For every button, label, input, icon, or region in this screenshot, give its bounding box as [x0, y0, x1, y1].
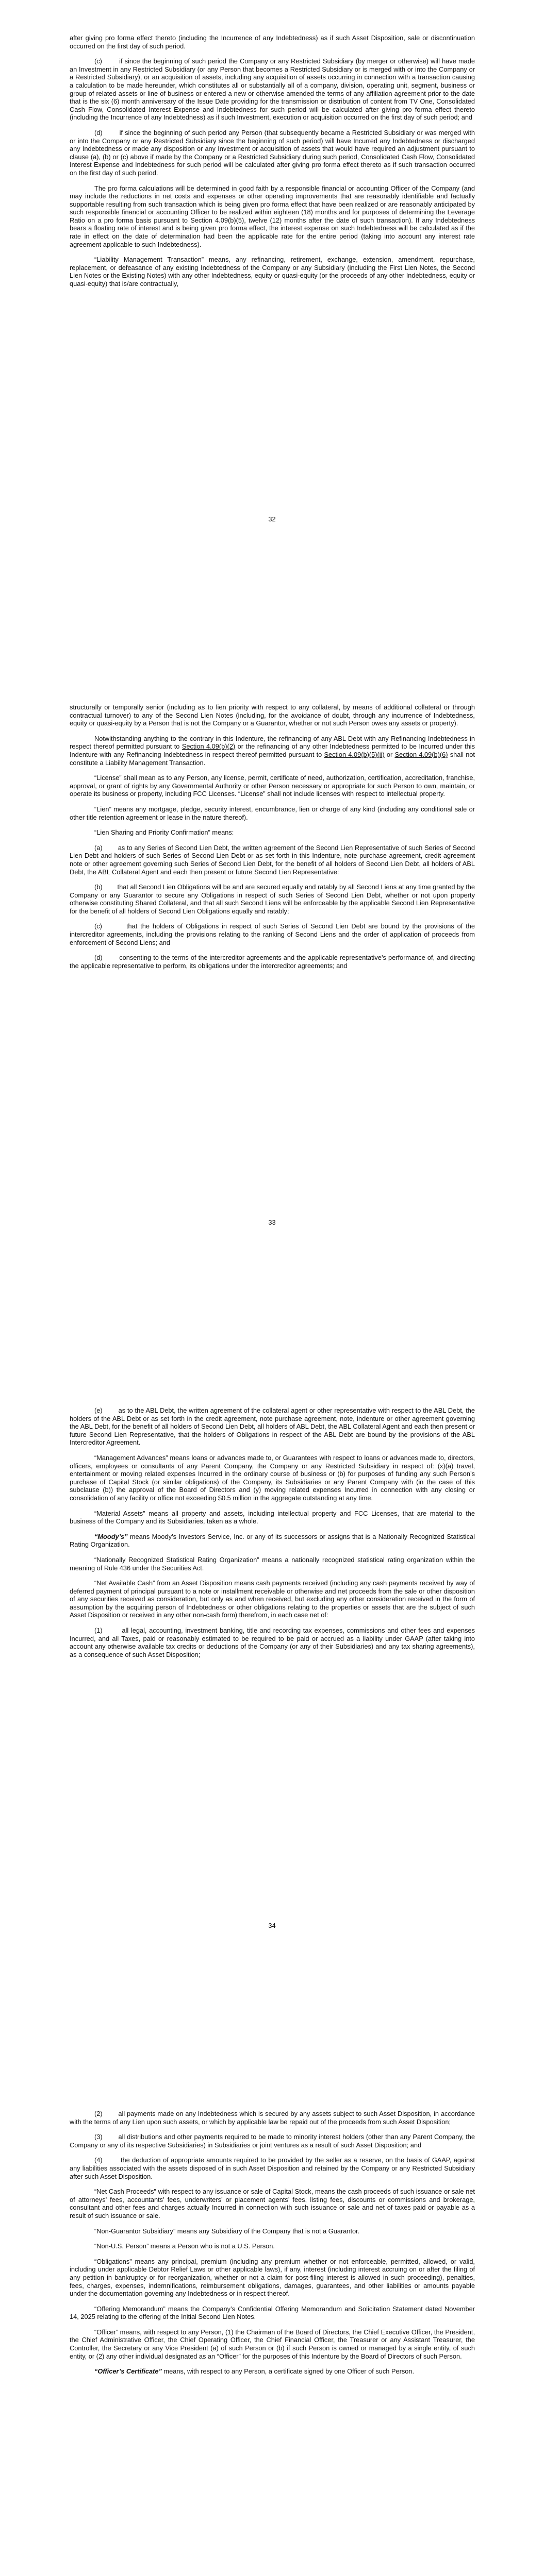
- clause-b: [70, 883, 475, 915]
- clause-text: as to the ABL Debt, the written agreement of the collateral agent or other representative with respect to the ABL Debt, the holders of the ABL Debt or as set forth in the credit agreement, note purchase agreement, note, indenture or other agreement governing the ABL Debt, for the benefit of all holders of Second Lien Debt, all holders of ABL Debt, the ABL Collateral Agent and each then present or future Second Lien Representative, that the holders of Obligations in respect of the ABL Debt are bound by the provisions of the ABL Intercreditor Agreement.: [70, 1406, 475, 1447]
- page-number: 32: [268, 515, 276, 523]
- text-run: Notwithstanding anything to the contrary in this Indenture, the refinancing of any ABL Debt with any Refinancing Indebtedness in respect thereof permitted pursuant to: [70, 734, 475, 751]
- item-label: (1): [94, 1626, 103, 1635]
- item-1: [70, 1626, 475, 1658]
- clause-label: (e): [94, 1406, 103, 1414]
- clause-text: that all Second Lien Obligations will be and are secured equally and ratably by all Second Liens at any time granted by the Company or any Guarantor to secure any Obligations in respect of such Series of Second Lien Debt, whether or not upon property otherwise constituting Shared Collateral, and that all such Second Liens will be enforceable by the applicable Second Lien Representative for the benefit of all holders of Second Lien Obligations equally and ratably;: [70, 883, 475, 915]
- clause-e: [70, 1406, 475, 1447]
- clause-label: (c): [94, 57, 102, 65]
- definition-net-cash-proceeds: “Net Cash Proceeds” with respect to any issuance or sale of Capital Stock, means the cash proceeds of such issuance or sale net of attorneys’ fees, accountants’ fees, underwriters’ or placement agents’ fees, listing fees, discounts or commissions and brokerage, consultant and other fees and charges actually Incurred in connection with such issuance or sale and net of taxes paid or payable as a result of such issuance or sale.: [70, 2188, 475, 2219]
- paragraph-pro-forma: The pro forma calculations will be determined in good faith by a responsible financial or accounting Officer of the Company (and may include the reductions in net costs and expenses or other operating improvements that are reasonably identifiable and factually supportable resulting from such transaction which is being given pro forma effect that have been realized or are reasonably anticipated by such responsible financial or accounting Officer to be realized within eighteen (18) months and for purposes of determining the Leverage Ratio on a pro forma basis pursuant to Section 4.09(b)(5), twelve (12) months after the date of such transaction). If any Indebtedness bears a floating rate of interest and is being given pro forma effect, the interest expense on such Indebtedness will be calculated as if the rate in effect on the date of determination had been the applicable rate for the entire period (taking into account any interest rate agreement applicable to such Indebtedness).: [70, 184, 475, 248]
- clause-a: [70, 844, 475, 876]
- document-page-33: [0, 703, 544, 1406]
- document-page-35: [0, 2110, 544, 2576]
- clause-text: as to any Series of Second Lien Debt, the written agreement of the Second Lien Representative of such Series of Second Lien Debt and holders of such Series of Second Lien Debt or as set forth in this Indenture, note purchase agreement, credit agreement note or other agreement governing such Series of Second Lien Debt, for the benefit of all holders of Second Lien Debt, all holders of ABL Debt, the ABL Collateral Agent and each then present or future Second Lien Representative:: [70, 843, 475, 876]
- page-body: [70, 703, 475, 977]
- page-body: [70, 1406, 475, 1666]
- clause-label: (d): [94, 128, 103, 137]
- item-text: the deduction of appropriate amounts required to be provided by the seller as a reserve, on the basis of GAAP, against any liabilities associated with the assets disposed of in such Asset Disposition and retained by the Company or any Restricted Subsidiary after such Asset Disposition.: [70, 2156, 475, 2180]
- section-reference: Section 4.09(b)(2): [182, 742, 236, 751]
- item-text: all distributions and other payments required to be made to minority interest holders (other than any Parent Company, the Company or any of its respective Subsidiaries) in Subsidiaries or joint ventures as a result of such Asset Disposition; and: [70, 2133, 475, 2149]
- item-2: [70, 2110, 475, 2126]
- clause-c: [70, 922, 475, 946]
- clause-d: [70, 954, 475, 970]
- item-3: [70, 2133, 475, 2149]
- clause-text: that the holders of Obligations in respect of such Series of Second Lien Debt are bound by the provisions of the intercreditor agreements, including the provisions relating to the ranking of Second Liens and the order of application of proceeds from enforcement of Second Liens; and: [70, 922, 475, 946]
- definition-material-assets: “Material Assets” means all property and assets, including intellectual property and FCC Licenses, that are material to the business of the Company and its Subsidiaries, taken as a whole.: [70, 1509, 475, 1526]
- page-body: [70, 34, 475, 295]
- item-4: [70, 2156, 475, 2180]
- item-label: (4): [94, 2156, 103, 2164]
- text-run: shall not constitute a Liability Management Transaction.: [70, 750, 475, 767]
- definition-non-guarantor-subsidiary: “Non-Guarantor Subsidiary” means any Subsidiary of the Company that is not a Guarantor.: [94, 2227, 360, 2235]
- definition-liability-management-transaction: “Liability Management Transaction” means, any refinancing, retirement, exchange, extension, amendment, repurchase, replacement, or defeasance of any existing Indebtedness of the Company or any Subsidiary (including the First Lien Notes, the Second Lien Notes or the Existing Notes) with any other Indebtedness, equity or quasi-equity (or the proceeds of any other Indebtedness, equity or quasi-equity) that is/are contractually,: [70, 256, 475, 288]
- page-number: 33: [268, 1218, 276, 1226]
- section-reference: Section 4.09(b)(6): [394, 750, 448, 758]
- clause-label: (a): [94, 843, 103, 852]
- clause-label: (d): [94, 954, 103, 962]
- text-run: means, with respect to any Person, a certificate signed by one Officer of such Person.: [161, 2367, 415, 2376]
- clause-text: if since the beginning of such period the Company or any Restricted Subsidiary (by merger or otherwise) will have made an Investment in any Restricted Subsidiary (or any Person that becomes a Restricted Subsidiary or is merged with or into the Company or a Restricted Subsidiary), or an acquisition of assets, including any acquisition of assets occurring in connection with a transaction causing a calculation to be made hereunder, which constitutes all or substantially all of a company, division, operating unit, segment, business or group of related assets or line of business or entered a new or otherwise amended the terms of any affiliation agreement prior to the date that is the six (6) month anniversary of the Issue Date providing for the transmission or distribution of content from TV One, Consolidated Cash Flow, Consolidated Interest Expense and Indebtedness for such period will be calculated after giving pro forma effect thereto (including the Incurrence of any Indebtedness) as if such Investment, execution or acquisition occurred on the first day of such period; and: [70, 57, 475, 122]
- text-run: or the refinancing of any other Indebtedness permitted to be Incurred under this Indenture with any Refinancing Indebtedness in respect thereof permitted pursuant to: [70, 742, 475, 758]
- defined-term: “Officer’s Certificate”: [94, 2367, 162, 2376]
- item-text: all legal, accounting, investment banking, title and recording tax expenses, commissions and other fees and expenses Incurred, and all Taxes, paid or reasonably estimated to be required to be paid or accrued as a liability under GAAP (after taking into account any otherwise available tax credits or deductions of the Company (or any of their Subsidiaries) and any tax sharing agreements), as a consequence of such Asset Disposition;: [70, 1626, 475, 1658]
- definition-nrsro: “Nationally Recognized Statistical Rating Organization” means a nationally recognized statistical rating organization within the meaning of Rule 436 under the Securities Act.: [70, 1555, 475, 1572]
- document-page-34: [0, 1406, 544, 2110]
- section-reference: Section 4.09(b)(5)(ii): [324, 750, 385, 758]
- clause-text: if since the beginning of such period any Person (that subsequently became a Restricted Subsidiary or was merged with or into the Company or any Restricted Subsidiary since the beginning of such period) will have Incurred any Indebtedness or discharged any Indebtedness or made any disposition or any Investment or acquisition of assets that would have required an adjustment pursuant to clause (a), (b) or (c) above if made by the Company or a Restricted Subsidiary during such period, Consolidated Cash Flow, Consolidated Interest Expense and Indebtedness for such period will be calculated after giving pro forma effect thereto as if such transaction occurred on the first day of such period.: [70, 128, 475, 177]
- paragraph-continuation: structurally or temporally senior (including as to lien priority with respect to any collateral, by means of additional collateral or through contractual turnover) to any of the Second Lien Notes (including, for the avoidance of doubt, through any incurrence of Indebtedness, equity or quasi-equity by a Person that is not the Company or a Guarantor, whether or not such Person owes any assets or property).: [70, 703, 475, 727]
- clause-label: (c): [94, 922, 102, 930]
- definition-obligations: “Obligations” means any principal, premium (including any premium whether or not enforceable, permitted, allowed, or valid, including under applicable Debtor Relief Laws or other applicable laws), if any, interest (including interest accruing on or after the filing of any petition in bankruptcy or for reorganization, whether or not a claim for post-filing interest is allowed in such proceeding), penalties, fees, charges, expenses, indemnifications, reimbursement obligations, damages, guarantees, and other liabilities or amounts payable under the documentation governing any Indebtedness or in respect thereof.: [70, 2257, 475, 2298]
- definition-non-us-person: “Non-U.S. Person” means a Person who is not a U.S. Person.: [94, 2242, 275, 2250]
- definition-management-advances: “Management Advances” means loans or advances made to, or Guarantees with respect to loans or advances made to, directors, officers, employees or consultants of any Parent Company, the Company or any Restricted Subsidiary in respect of: (x)(a) travel, entertainment or moving related expenses Incurred in the ordinary course of business or (b) for purposes of funding any such Person’s purchase of Capital Stock (or similar obligations) of the Company, its Subsidiaries or any Parent Company with (in the case of this subclause (b)) the approval of the Board of Directors and (y) moving related expenses Incurred in connection with any closing or consolidation of any facility or office not exceeding $0.5 million in the aggregate outstanding at any time.: [70, 1453, 475, 1502]
- definition-lien-sharing: “Lien Sharing and Priority Confirmation” means:: [94, 828, 234, 837]
- clause-text: consenting to the terms of the intercreditor agreements and the applicable representative’s performance of, and directing the applicable representative to perform, its obligations under the intercreditor agreements; and: [70, 954, 475, 970]
- text-run: means Moody’s Investors Service, Inc. or any of its successors or assigns that is a Nationally Recognized Statistical Rating Organization.: [70, 1532, 475, 1549]
- definition-lien: “Lien” means any mortgage, pledge, security interest, encumbrance, lien or charge of any kind (including any conditional sale or other title retention agreement or lease in the nature thereof).: [70, 805, 475, 821]
- definition-net-available-cash: “Net Available Cash” from an Asset Disposition means cash payments received (including any cash payments received by way of deferred payment of principal pursuant to a note or installment receivable or otherwise and net proceeds from the sale or other disposition of any securities received as consideration, but only as and when received, but excluding any other consideration received in the form of assumption by the acquiring person of Indebtedness or other obligations relating to the properties or assets that are the subject of such Asset Disposition or received in any other non-cash form) therefrom, in each case net of:: [70, 1579, 475, 1619]
- definition-moodys: [70, 1533, 475, 1549]
- text-run: or: [384, 750, 395, 758]
- item-label: (2): [94, 2110, 103, 2117]
- defined-term: “Moody’s”: [94, 1532, 128, 1540]
- clause-d: [70, 129, 475, 177]
- definition-officer: “Officer” means, with respect to any Person, (1) the Chairman of the Board of Directors, the Chief Executive Officer, the President, the Chief Administrative Officer, the Chief Operating Officer, the Chief Financial Officer, the Treasurer or any Assistant Treasurer, the Controller, the Secretary or any Vice President (a) of such Person or (b) if such Person is owned or managed by a single entity, of such entity, or (2) any other individual designated as an “Officer” for the purposes of this Indenture by the Board of Directors of such Person.: [70, 2328, 475, 2360]
- clause-c: [70, 57, 475, 122]
- paragraph-notwithstanding: [70, 735, 475, 767]
- item-text: all payments made on any Indebtedness which is secured by any assets subject to such Asset Disposition, in accordance with the terms of any Lien upon such assets, or which by applicable law be repaid out of the proceeds from such Asset Disposition;: [70, 2110, 475, 2126]
- document-page-32: [0, 0, 544, 703]
- page-number: 34: [268, 1922, 276, 1929]
- definition-officers-certificate: [70, 2367, 475, 2376]
- definition-offering-memorandum: “Offering Memorandum” means the Company’s Confidential Offering Memorandum and Solicitation Statement dated November 14, 2025 relating to the offering of the Initial Second Lien Notes.: [70, 2304, 475, 2321]
- clause-label: (b): [94, 883, 103, 891]
- paragraph-continuation: after giving pro forma effect thereto (including the Incurrence of any Indebtedness) as if such Asset Disposition, sale or discontinuation occurred on the first day of such period.: [70, 34, 475, 50]
- definition-license: “License” shall mean as to any Person, any license, permit, certificate of need, authorization, certification, accreditation, franchise, approval, or grant of rights by any Governmental Authority or other Person necessary or appropriate for such Person to own, maintain, or operate its business or property, including FCC Licenses. “License” shall not include licenses with respect to intellectual property.: [70, 774, 475, 798]
- item-label: (3): [94, 2133, 103, 2141]
- page-body: [70, 2110, 475, 2383]
